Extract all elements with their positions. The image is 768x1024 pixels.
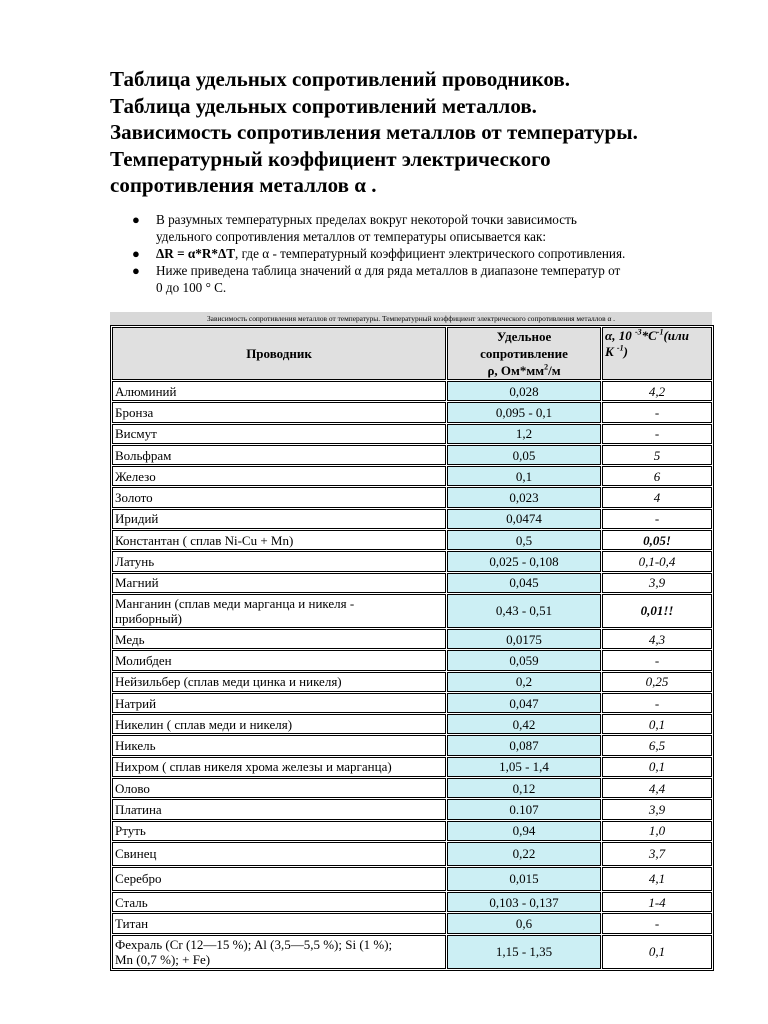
conductor-name: Алюминий xyxy=(112,381,446,401)
alpha-value: 0,1 xyxy=(602,757,712,777)
alpha-value: 5 xyxy=(602,445,712,465)
resistivity-value: 0,94 xyxy=(447,821,601,841)
header-text: K xyxy=(605,344,617,359)
table-row xyxy=(112,842,712,866)
header-text: (или xyxy=(663,328,689,343)
header-resistivity xyxy=(447,327,601,380)
alpha-value: 0,1 xyxy=(602,935,712,969)
conductor-name: Железо xyxy=(112,466,446,486)
header-text: /м xyxy=(548,363,561,378)
resistivity-value: 0,2 xyxy=(447,672,601,692)
header-sup: -3 xyxy=(634,327,642,337)
title-line: Таблица удельных сопротивлений проводников. xyxy=(110,67,570,91)
table-caption: Зависимость сопротивления металлов от температуры. Температурный коэффициент электрического сопротивления металлов α . xyxy=(110,312,712,325)
conductor-name xyxy=(112,935,446,969)
alpha-value: 4,2 xyxy=(602,381,712,401)
table-row xyxy=(112,799,712,819)
conductor-name: Висмут xyxy=(112,424,446,444)
formula: ΔR = α*R*ΔT xyxy=(156,246,236,261)
bullet-item xyxy=(132,245,732,262)
alpha-value: 4,4 xyxy=(602,778,712,798)
resistivity-value: 1,05 - 1,4 xyxy=(447,757,601,777)
alpha-value: 0,1 xyxy=(602,714,712,734)
conductor-name-line: приборный) xyxy=(115,610,183,626)
alpha-value: 0,01!! xyxy=(602,594,712,628)
table-row xyxy=(112,935,712,969)
table-row xyxy=(112,714,712,734)
table-row xyxy=(112,424,712,444)
conductor-name: Магний xyxy=(112,573,446,593)
alpha-value: 0,25 xyxy=(602,672,712,692)
alpha-value: 1-4 xyxy=(602,892,712,912)
header-sup: 2 xyxy=(544,362,549,372)
conductor-name: Платина xyxy=(112,799,446,819)
resistivity-value: 0,42 xyxy=(447,714,601,734)
resistivity-value: 0,0175 xyxy=(447,629,601,649)
resistivity-value: 0,0474 xyxy=(447,509,601,529)
conductor-name: Нейзильбер (сплав меди цинка и никеля) xyxy=(112,672,446,692)
resistivity-value: 0,1 xyxy=(447,466,601,486)
conductor-name: Натрий xyxy=(112,693,446,713)
conductor-name: Латунь xyxy=(112,551,446,571)
conductor-name: Молибден xyxy=(112,650,446,670)
alpha-value: 4,3 xyxy=(602,629,712,649)
conductor-name: Константан ( сплав Ni-Cu + Mn) xyxy=(112,530,446,550)
conductor-name: Серебро xyxy=(112,867,446,891)
table-row xyxy=(112,594,712,628)
table-row xyxy=(112,466,712,486)
table-row xyxy=(112,892,712,912)
resistivity-value: 0,015 xyxy=(447,867,601,891)
resistivity-value: 0,023 xyxy=(447,487,601,507)
resistivity-value: 0,103 - 0,137 xyxy=(447,892,601,912)
bullet-text: , где α - температурный коэффициент электрического сопротивления. xyxy=(235,246,626,261)
header-conductor: Проводник xyxy=(112,327,446,380)
resistivity-value: 0,045 xyxy=(447,573,601,593)
conductor-name: Бронза xyxy=(112,402,446,422)
alpha-value: 4,1 xyxy=(602,867,712,891)
title-line: Таблица удельных сопротивлений металлов. xyxy=(110,93,537,118)
bullet-item xyxy=(132,262,732,296)
resistivity-value: 0,5 xyxy=(447,530,601,550)
alpha-value: - xyxy=(602,693,712,713)
alpha-value: 1,0 xyxy=(602,821,712,841)
bullet-text: В разумных температурных пределах вокруг некоторой точки зависимость xyxy=(156,212,577,227)
bullet-icon: ● xyxy=(132,246,140,261)
header-text: α, 10 xyxy=(605,328,635,343)
table-row xyxy=(112,913,712,933)
resistivity-value: 0,028 xyxy=(447,381,601,401)
table-row xyxy=(112,381,712,401)
alpha-value: 4 xyxy=(602,487,712,507)
title-line: Температурный коэффициент электрического xyxy=(110,146,551,171)
header-sup: -1 xyxy=(656,327,664,337)
resistivity-value: 0,059 xyxy=(447,650,601,670)
header-text: ) xyxy=(623,344,628,359)
header-text: ρ, Ом*мм xyxy=(487,363,545,378)
alpha-value: 6,5 xyxy=(602,735,712,755)
header-alpha xyxy=(602,327,712,380)
alpha-value: - xyxy=(602,650,712,670)
resistivity-value: 0,22 xyxy=(447,842,601,866)
table-row xyxy=(112,487,712,507)
conductor-name: Титан xyxy=(112,913,446,933)
conductor-name: Олово xyxy=(112,778,446,798)
resistivity-value: 0,43 - 0,51 xyxy=(447,594,601,628)
resistivity-table xyxy=(110,325,714,971)
alpha-value: - xyxy=(602,402,712,422)
table-row xyxy=(112,650,712,670)
alpha-value: 3,7 xyxy=(602,842,712,866)
bullet-text: удельного сопротивления металлов от температуры описывается как: xyxy=(156,229,547,244)
header-text: сопротивление xyxy=(480,346,568,361)
alpha-value: - xyxy=(602,913,712,933)
table-row xyxy=(112,821,712,841)
table-row xyxy=(112,672,712,692)
bullet-list xyxy=(132,211,732,296)
resistivity-value: 0,095 - 0,1 xyxy=(447,402,601,422)
alpha-value: 3,9 xyxy=(602,799,712,819)
resistivity-value: 0.107 xyxy=(447,799,601,819)
conductor-name: Сталь xyxy=(112,892,446,912)
table-row xyxy=(112,757,712,777)
title-line: сопротивления металлов α . xyxy=(110,173,377,197)
table-row xyxy=(112,573,712,593)
header-sup: -1 xyxy=(616,343,624,353)
conductor-name: Никель xyxy=(112,735,446,755)
conductor-name-line: Mn (0,7 %); + Fe) xyxy=(115,951,211,967)
table-header-row xyxy=(112,327,712,380)
conductor-name: Свинец xyxy=(112,842,446,866)
conductor-name: Вольфрам xyxy=(112,445,446,465)
resistivity-value: 1,15 - 1,35 xyxy=(447,935,601,969)
resistivity-value: 0,05 xyxy=(447,445,601,465)
conductor-name-line: Манганин (сплав меди марганца и никеля - xyxy=(115,595,355,611)
bullet-icon: ● xyxy=(132,212,140,227)
conductor-name: Золото xyxy=(112,487,446,507)
table-row xyxy=(112,402,712,422)
resistivity-value: 0,087 xyxy=(447,735,601,755)
alpha-value: - xyxy=(602,509,712,529)
conductor-name xyxy=(112,594,446,628)
conductor-name: Иридий xyxy=(112,509,446,529)
table-row xyxy=(112,530,712,550)
table-row xyxy=(112,551,712,571)
bullet-item xyxy=(132,211,732,245)
resistivity-value: 0,047 xyxy=(447,693,601,713)
table-row xyxy=(112,867,712,891)
conductor-name: Нихром ( сплав никеля хрома железы и марганца) xyxy=(112,757,446,777)
table-row xyxy=(112,693,712,713)
bullet-icon: ● xyxy=(132,263,140,278)
conductor-name: Медь xyxy=(112,629,446,649)
header-text: *C xyxy=(641,328,657,343)
alpha-value: - xyxy=(602,424,712,444)
title-line: Зависимость сопротивления металлов от температуры. xyxy=(110,120,638,144)
conductor-name: Ртуть xyxy=(112,821,446,841)
page-title xyxy=(110,66,750,199)
resistivity-value: 0,6 xyxy=(447,913,601,933)
table-row xyxy=(112,509,712,529)
table-row xyxy=(112,445,712,465)
bullet-text: 0 до 100 ° С. xyxy=(156,280,227,295)
bullet-text: Ниже приведена таблица значений α для ряда металлов в диапазоне температур от xyxy=(156,263,621,278)
table-row xyxy=(112,629,712,649)
alpha-value: 3,9 xyxy=(602,573,712,593)
alpha-value: 0,1-0,4 xyxy=(602,551,712,571)
alpha-value: 6 xyxy=(602,466,712,486)
resistivity-value: 0,025 - 0,108 xyxy=(447,551,601,571)
alpha-value: 0,05! xyxy=(602,530,712,550)
resistivity-value: 1,2 xyxy=(447,424,601,444)
resistivity-value: 0,12 xyxy=(447,778,601,798)
table-row xyxy=(112,735,712,755)
table-row xyxy=(112,778,712,798)
conductor-name-line: Фехраль (Cr (12—15 %); Al (3,5—5,5 %); Si (1 %); xyxy=(115,936,393,952)
conductor-name: Никелин ( сплав меди и никеля) xyxy=(112,714,446,734)
header-text: Удельное xyxy=(496,329,552,344)
